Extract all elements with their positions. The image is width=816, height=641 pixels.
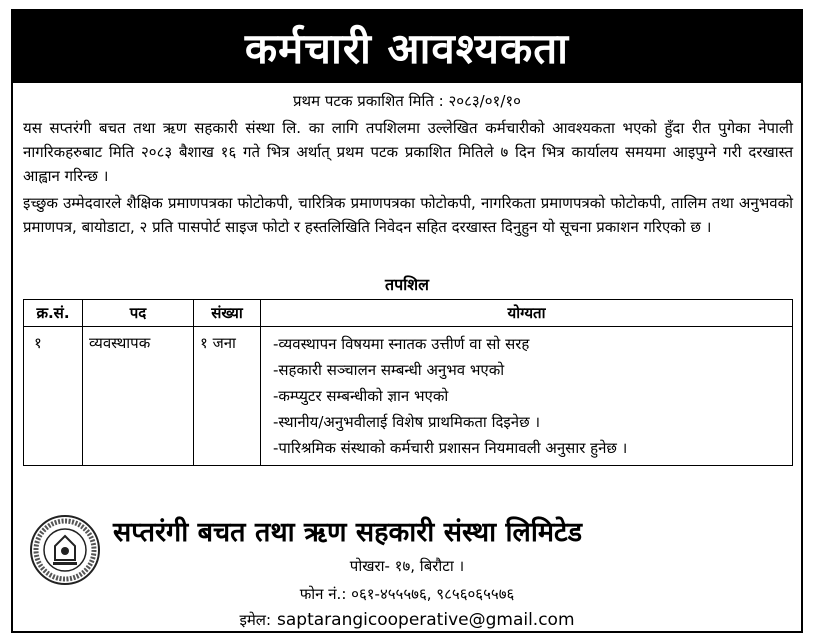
organization-phone: फोन नं.: ०६१-४५५५७६, ९८५६०६५५७६	[299, 585, 515, 603]
cell-position: व्यवस्थापक	[83, 327, 194, 466]
email-address[interactable]: saptarangicooperative@gmail.com	[277, 610, 575, 630]
cell-count: १ जना	[194, 327, 261, 466]
header-qualification: योग्यता	[261, 300, 793, 327]
qualification-item: -स्थानीय/अनुभवीलाई विशेष प्राथमिकता दिइनेछ ।	[273, 413, 541, 431]
table-header-row	[24, 300, 793, 327]
notice-paragraph-1: यस सप्तरंगी बचत तथा ऋण सहकारी संस्था लि. का लागि तपशिलमा उल्लेखित कर्मचारीको आवश्यकता भएको हुँदा रीत पुगेका नेपाली नागरिकहरुबाट मिति २०८३ बैशाख १६ गते भित्र अर्थात् प्रथम पटक प्रकाशित मितिले ७ दिन भित्र कार्यालय समयमा आइपुग्ने गरी दरखास्त आह्वान गरिन्छ ।	[23, 119, 793, 185]
footer	[13, 506, 801, 633]
organization-email-line	[13, 610, 801, 630]
qualification-item: -सहकारी सञ्चालन सम्बन्धी अनुभव भएको	[273, 361, 505, 379]
qualification-item: -व्यवस्थापन विषयमा स्नातक उत्तीर्ण वा सो सरह	[273, 335, 530, 353]
cell-qualifications	[261, 327, 793, 466]
header-serial: क्र.सं.	[24, 300, 83, 327]
header-count: संख्या	[194, 300, 261, 327]
organization-name: सप्तरंगी बचत तथा ऋण सहकारी संस्था लिमिटेड	[113, 517, 583, 548]
notice-frame	[11, 9, 803, 633]
notice-title: कर्मचारी आवश्यकता	[13, 11, 801, 83]
qualification-item: -कम्प्युटर सम्बन्धीको ज्ञान भएको	[273, 387, 449, 405]
email-label: इमेल:	[239, 611, 272, 629]
qualification-item: -पारिश्रमिक संस्थाको कर्मचारी प्रशासन नियमावली अनुसार हुनेछ ।	[273, 439, 628, 457]
header-position: पद	[83, 300, 194, 327]
details-heading: तपशिल	[384, 275, 430, 294]
table-row	[24, 327, 793, 466]
cell-serial: १	[24, 327, 83, 466]
notice-paragraph-2: इच्छुक उम्मेदवारले शैक्षिक प्रमाणपत्रका फोटोकपी, चारित्रिक प्रमाणपत्रका फोटोकपी, नागरिकता प्रमाणपत्रको फोटोकपी, तालिम तथा अनुभवको प्रमाणपत्र, बायोडाटा, २ प्रति पासपोर्ट साइज फोटो र हस्तलिखिति निवेदन सहित दरखास्त दिनुहुन यो सूचना प्रकाशन गरिएको छ ।	[23, 194, 793, 236]
published-date: प्रथम पटक प्रकाशित मिति : २०८३/०१/१०	[293, 92, 521, 110]
organization-address: पोखरा- १७, बिरौटा ।	[349, 557, 465, 575]
vacancy-table	[23, 299, 793, 466]
